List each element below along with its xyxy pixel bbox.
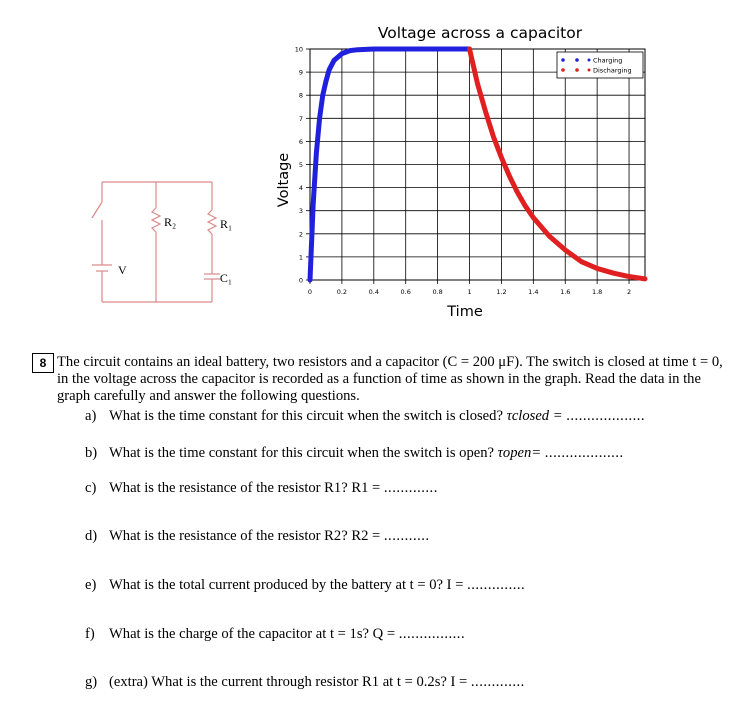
question-text: What is the time constant for this circuit when the switch is open? bbox=[109, 445, 498, 461]
question-label: c) bbox=[85, 480, 97, 496]
legend-marker bbox=[588, 59, 591, 62]
problem-intro: The circuit contains an ideal battery, two resistors and a capacitor (C = 200 μF). The switch is closed at time t = 0, in the voltage across the capacitor is recorded as a function of time as shown in the graph. Read the data in the graph carefully and answer the following questions. bbox=[57, 354, 723, 404]
x-tick-label: 0.6 bbox=[400, 288, 411, 296]
series-discharging bbox=[470, 49, 645, 279]
x-tick-label: 1.6 bbox=[560, 288, 571, 296]
question-c bbox=[85, 480, 438, 497]
answer-blank[interactable]: ................... bbox=[566, 408, 646, 424]
question-label: b) bbox=[85, 445, 98, 461]
x-tick-label: 1 bbox=[467, 288, 472, 296]
y-tick-label: 3 bbox=[298, 207, 303, 216]
question-text: What is the charge of the capacitor at t = 1s? Q = bbox=[109, 626, 399, 642]
question-b bbox=[85, 445, 624, 462]
resistor-r2 bbox=[152, 208, 160, 232]
label-c1: C₁ bbox=[219, 271, 233, 285]
circuit-diagram bbox=[80, 170, 233, 310]
x-axis-label: Time bbox=[447, 304, 483, 320]
question-g bbox=[85, 674, 525, 691]
question-text: What is the resistance of the resistor R1? R1 = bbox=[109, 480, 384, 496]
question-label: g) bbox=[85, 674, 98, 690]
answer-blank[interactable]: ........... bbox=[383, 528, 430, 544]
question-label: f) bbox=[85, 626, 95, 642]
voltage-chart bbox=[262, 12, 662, 322]
y-tick-label: 10 bbox=[294, 45, 303, 54]
y-tick-label: 5 bbox=[298, 161, 303, 169]
chart-legend bbox=[557, 52, 643, 78]
x-tick-label: 0 bbox=[307, 288, 313, 296]
x-tick-label: 0.8 bbox=[432, 288, 443, 296]
question-text: What is the total current produced by the battery at t = 0? I = bbox=[109, 577, 468, 593]
question-d bbox=[85, 528, 430, 545]
y-tick-label: 2 bbox=[298, 230, 303, 239]
y-tick-label: 8 bbox=[298, 91, 303, 100]
question-label: e) bbox=[85, 577, 97, 593]
label-r2: R₂ bbox=[164, 215, 177, 229]
x-tick-label: 1.4 bbox=[528, 288, 539, 296]
legend-marker bbox=[561, 58, 565, 62]
answer-blank[interactable]: ................... bbox=[544, 445, 624, 461]
x-tick-label: 2 bbox=[626, 288, 632, 296]
question-label: d) bbox=[85, 528, 98, 544]
label-v: V bbox=[118, 263, 127, 277]
y-tick-label: 7 bbox=[298, 114, 303, 123]
y-tick-label: 6 bbox=[298, 137, 303, 146]
y-tick-label: 9 bbox=[298, 68, 303, 77]
legend-label: Discharging bbox=[593, 66, 632, 75]
answer-blank[interactable]: ................ bbox=[398, 626, 466, 642]
answer-symbol: τclosed = bbox=[506, 408, 567, 424]
y-tick-label: 4 bbox=[298, 184, 303, 193]
question-text: What is the time constant for this circuit when the switch is closed? bbox=[109, 408, 507, 424]
question-f bbox=[85, 626, 465, 643]
question-e bbox=[85, 577, 525, 594]
x-tick-label: 0.4 bbox=[368, 288, 379, 296]
legend-marker bbox=[575, 58, 579, 62]
chart-title: Voltage across a capacitor bbox=[377, 24, 583, 42]
y-axis-label: Voltage bbox=[276, 152, 292, 208]
label-r1: R₁ bbox=[220, 217, 233, 231]
legend-marker bbox=[588, 69, 591, 72]
y-tick-label: 0 bbox=[298, 276, 303, 285]
x-tick-label: 1.8 bbox=[591, 288, 603, 296]
answer-blank[interactable]: .............. bbox=[467, 577, 526, 593]
x-tick-label: 0.2 bbox=[336, 288, 348, 296]
x-tick-label: 1.2 bbox=[496, 288, 507, 296]
legend-marker bbox=[575, 68, 579, 72]
y-tick-label: 1 bbox=[298, 253, 303, 262]
question-a bbox=[85, 408, 645, 425]
resistor-r1 bbox=[208, 210, 216, 234]
answer-symbol: τopen= bbox=[497, 445, 545, 461]
switch bbox=[92, 202, 102, 218]
legend-marker bbox=[561, 68, 565, 72]
question-text: What is the resistance of the resistor R2? R2 = bbox=[109, 528, 384, 544]
question-number: 8 bbox=[32, 353, 54, 373]
question-text: (extra) What is the current through resistor R1 at t = 0.2s? I = bbox=[109, 674, 471, 690]
question-label: a) bbox=[85, 408, 97, 424]
answer-blank[interactable]: ............. bbox=[470, 674, 525, 690]
legend-label: Charging bbox=[593, 56, 623, 65]
answer-blank[interactable]: ............. bbox=[383, 480, 438, 496]
